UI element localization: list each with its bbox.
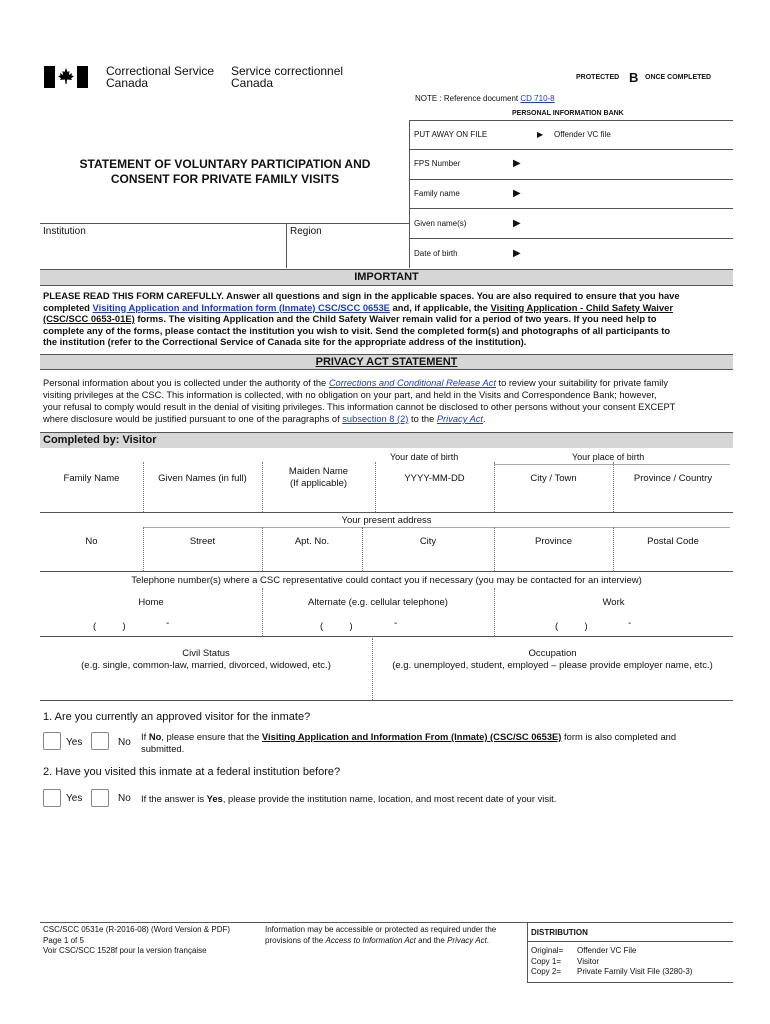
q2-yes-label: Yes xyxy=(66,793,83,804)
civil-status-label: Civil Status (e.g. single, common-law, married, divorced, widowed, etc.) xyxy=(81,648,331,671)
form-title: STATEMENT OF VOLUNTARY PARTICIPATION AND CONSENT FOR PRIVATE FAMILY VISITS xyxy=(79,157,371,186)
given-names-label: Given name(s) xyxy=(414,219,467,228)
fps-input[interactable] xyxy=(530,152,730,176)
phone-group-label: Telephone number(s) where a CSC representative could contact you if necessary (you may be contacted for an interview) xyxy=(131,575,642,586)
q1-yes-label: Yes xyxy=(66,737,83,748)
maiden-name-col: Maiden Name (If applicable) xyxy=(288,466,349,489)
child-safety-waiver-ref[interactable]: Visiting Application - Child Safety Waiver xyxy=(490,301,673,313)
apt-col: Apt. No. xyxy=(294,536,330,547)
province-col: Province xyxy=(535,536,572,547)
footer-access-note: Information may be accessible or protected as required under the provisions of the Access to Information Act and the Privacy Act. xyxy=(265,925,497,945)
ccra-link[interactable]: Corrections and Conditional Release Act xyxy=(328,378,496,388)
dept-name-fr: Service correctionnel Canada xyxy=(231,64,344,90)
dob-group-label: Your date of birth xyxy=(390,452,459,462)
important-heading: IMPORTANT xyxy=(40,269,733,286)
dob-input[interactable] xyxy=(530,241,730,265)
once-completed-label: ONCE COMPLETED xyxy=(645,74,712,81)
institution-label: Institution xyxy=(43,226,86,237)
q1-note: If No, please ensure that the Visiting Application and Information From (Inmate) (CSC/SC 0653E) form is also completed and submitted. xyxy=(141,731,677,754)
distribution-row: Copy 2= Private Family Visit File (3280-3) xyxy=(531,967,693,976)
alternate-phone-label: Alternate (e.g. cellular telephone) xyxy=(308,597,448,608)
family-name-arrow-icon: ▶ xyxy=(513,188,521,199)
address-no-col: No xyxy=(85,536,98,547)
privacy-text: Personal information about you is collected under the authority of the Corrections and Conditional Release Act to review your suitability for private family visiting privileges at the CSC. This information is collected, with no obligation on your part, and held in the Visits and Correspondence Bank; however, your refusal to comply would result in the denial of visiting privileges. This information cannot be disclosed to other persons without your consent EXCEPT where disclosure would be justified pursuant to one of the paragraphs of subsection 8 (2) to the Privacy Act. xyxy=(43,378,676,424)
given-names-input[interactable] xyxy=(530,211,730,235)
dept-name-en: Correctional Service Canada xyxy=(106,64,215,90)
put-away-arrow-icon: ▶ xyxy=(537,130,544,139)
family-name-input[interactable] xyxy=(530,182,730,206)
address-group-label: Your present address xyxy=(341,515,432,526)
family-name-label: Family name xyxy=(414,189,460,198)
q2-no-label: No xyxy=(118,793,131,804)
canada-flag-logo xyxy=(44,66,88,88)
q1-question: 1. Are you currently an approved visitor for the inmate? xyxy=(43,711,311,723)
visitor-section-heading: Completed by: Visitor xyxy=(40,432,733,448)
work-area-code[interactable]: ( ) xyxy=(555,621,588,632)
cd-710-8-link[interactable]: CD 710-8 xyxy=(520,94,555,103)
home-dash: - xyxy=(166,618,170,629)
visiting-application-link[interactable]: Visiting Application and Information form (Inmate) CSC/SCC 0653E xyxy=(92,301,390,313)
privacy-act-link[interactable]: Privacy Act xyxy=(436,414,484,424)
work-dash: - xyxy=(628,618,632,629)
fps-label: FPS Number xyxy=(414,159,461,168)
q2-no-checkbox[interactable] xyxy=(91,789,109,807)
bank-title: PERSONAL INFORMATION BANK xyxy=(512,110,624,117)
protected-level: B xyxy=(629,70,639,85)
csc-0653-01e-ref[interactable]: (CSC/SCC 0653-01E) xyxy=(43,313,135,324)
postal-code-col: Postal Code xyxy=(647,536,699,547)
put-away-label: PUT AWAY ON FILE xyxy=(414,130,488,139)
fps-arrow-icon: ▶ xyxy=(513,158,521,169)
city-col: City xyxy=(419,536,437,547)
q1-no-checkbox[interactable] xyxy=(91,732,109,750)
province-country-col: Province / Country xyxy=(633,473,713,484)
alternate-area-code[interactable]: ( ) xyxy=(320,621,353,632)
dob-label: Date of birth xyxy=(414,249,458,258)
street-col: Street xyxy=(189,536,216,547)
occupation-label: Occupation (e.g. unemployed, student, employed – please provide employer name, etc.) xyxy=(392,648,713,671)
subsection-link[interactable]: subsection 8 (2) xyxy=(342,414,409,424)
home-area-code[interactable]: ( ) xyxy=(93,621,126,632)
q2-yes-checkbox[interactable] xyxy=(43,789,61,807)
put-away-value: Offender VC file xyxy=(554,130,611,139)
protected-label: PROTECTED xyxy=(576,74,620,81)
institution-input[interactable] xyxy=(42,240,284,266)
q2-question: 2. Have you visited this inmate at a federal institution before? xyxy=(43,766,341,778)
city-town-col: City / Town xyxy=(530,473,577,484)
privacy-heading: PRIVACY ACT STATEMENT xyxy=(40,354,733,370)
region-label: Region xyxy=(290,226,322,237)
home-phone-label: Home xyxy=(138,597,164,608)
q1-no-label: No xyxy=(118,737,131,748)
important-text: PLEASE READ THIS FORM CAREFULLY. Answer all questions and sign in the applicable spaces. You are also required to ensure that you have completed Visiting Application and Information form (Inmate) CSC/SCC 0653E and, if applicable, the Visiting Application - Child Safety Waiver (CSC/SCC 0653-01E) forms. The visiting Application and the Child Safety Waiver remain valid for a period of two years. If you need help to complete any of the forms, please contact the institution you wish to visit. Send the completed form(s) and photographs of all participants to the institution (refer to the Correctional Service of Canada site for the appropriate address of the institution). xyxy=(43,290,680,347)
footer-form-id: CSC/SCC 0531e (R-2016-08) (Word Version & PDF) Page 1 of 5 Voir CSC/SCC 1528f pour la version française xyxy=(43,925,231,955)
q2-note: If the answer is Yes, please provide the institution name, location, and most recent date of your visit. xyxy=(141,793,557,804)
alternate-dash: - xyxy=(394,618,398,629)
given-names-arrow-icon: ▶ xyxy=(513,218,521,229)
work-phone-label: Work xyxy=(602,597,625,608)
dob-format-col: YYYY-MM-DD xyxy=(404,473,465,484)
distribution-row: Original= Offender VC File xyxy=(531,946,637,955)
q1-yes-checkbox[interactable] xyxy=(43,732,61,750)
reference-note: NOTE : Reference document CD 710-8 xyxy=(415,94,555,103)
distribution-row: Copy 1= Visitor xyxy=(531,956,600,966)
distribution-title: DISTRIBUTION xyxy=(531,928,588,937)
dob-arrow-icon: ▶ xyxy=(513,248,521,259)
pob-group-label: Your place of birth xyxy=(572,452,645,462)
q1-visiting-application-ref[interactable]: Visiting Application and Information From (Inmate) (CSC/SC 0653E) xyxy=(261,731,562,742)
distribution-list xyxy=(531,946,692,978)
family-name-col: Family Name xyxy=(63,473,120,484)
region-input[interactable] xyxy=(288,240,406,266)
given-names-col: Given Names (in full) xyxy=(158,473,247,484)
